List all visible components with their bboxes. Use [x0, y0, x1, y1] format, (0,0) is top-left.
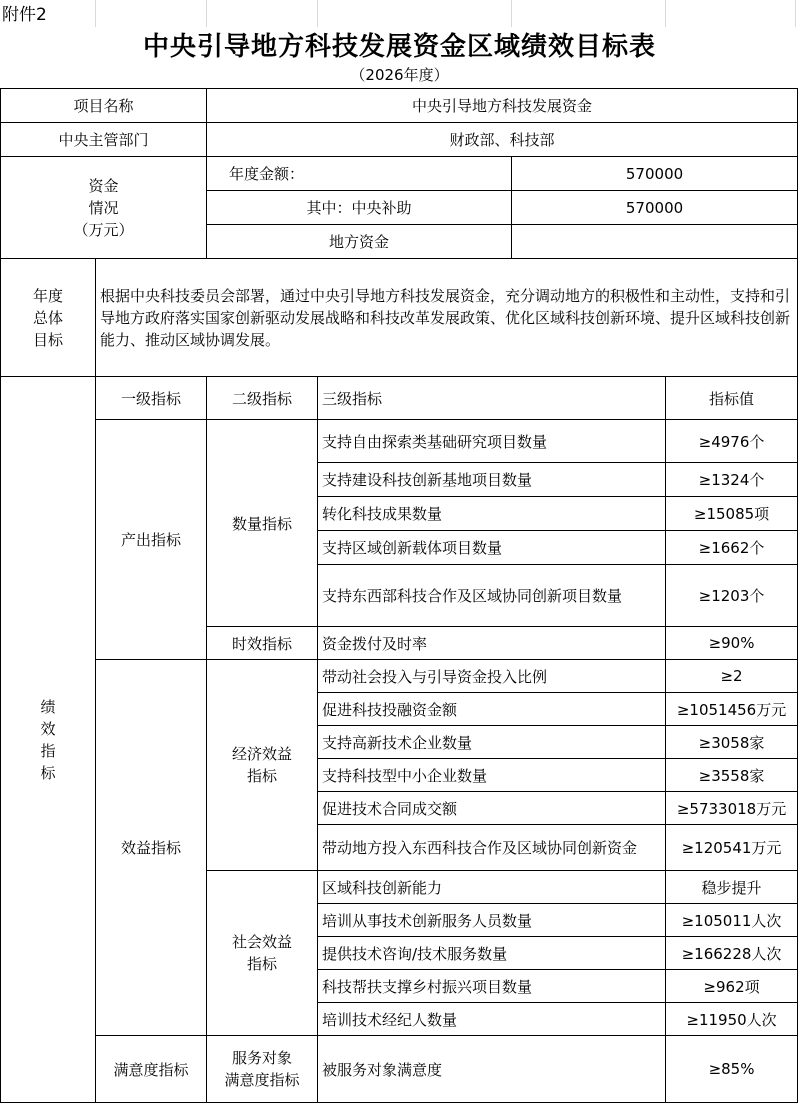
annual-goal-text: 根据中央科技委员会部署，通过中央引导地方科技发展资金，充分调动地方的积极性和主动性，支持和引导地方政府落实国家创新驱动发展战略和科技改革发展政策、优化区域科技创新环境、提升区域科技创新能力、推动区域协调发展。 [96, 259, 798, 377]
indicator-name: 培训从事技术创新服务人员数量 [318, 904, 666, 937]
funds-label-line-1: 资金 [88, 176, 119, 195]
service-satisfaction-label-line-2: 满意度指标 [224, 1071, 300, 1089]
social-benefit-label [207, 871, 318, 1036]
indicator-value: ≥15085项 [666, 497, 798, 531]
performance-target-table [0, 88, 798, 1103]
annual-amount-value: 570000 [512, 157, 798, 191]
performance-indicator-char-2: 效 [40, 719, 56, 738]
attachment-label: 附件2 [0, 0, 60, 30]
economic-benefit-label-line-2: 指标 [247, 767, 278, 785]
indicator-value: ≥11950人次 [666, 1003, 798, 1036]
social-benefit-label-line-1: 社会效益 [232, 933, 293, 951]
header-level1: 一级指标 [96, 377, 207, 420]
performance-indicator-char-1: 绩 [40, 697, 56, 716]
annual-goal-row [1, 259, 798, 377]
indicator-name: 促进技术合同成交额 [318, 792, 666, 825]
performance-indicator-label [1, 377, 96, 1103]
output-indicator-label: 产出指标 [96, 420, 207, 660]
indicator-name: 转化科技成果数量 [318, 497, 666, 531]
indicator-value: 稳步提升 [666, 871, 798, 904]
indicator-name: 带动社会投入与引导资金投入比例 [318, 660, 666, 693]
header-value: 指标值 [666, 377, 798, 420]
funds-row-annual [1, 157, 798, 191]
annual-goal-label-line-3: 目标 [32, 330, 63, 349]
indicator-header-row [1, 377, 798, 420]
funds-label [1, 157, 207, 259]
indicator-value: ≥4976个 [666, 420, 798, 463]
department-row [1, 123, 798, 157]
indicator-name: 支持建设科技创新基地项目数量 [318, 463, 666, 497]
indicator-name: 培训技术经纪人数量 [318, 1003, 666, 1036]
indicator-name: 区域科技创新能力 [318, 871, 666, 904]
document-title: 中央引导地方科技发展资金区域绩效目标表 [0, 27, 799, 67]
economic-benefit-label-line-1: 经济效益 [232, 745, 293, 763]
indicator-value: ≥166228人次 [666, 937, 798, 970]
local-funds-value [512, 225, 798, 259]
indicator-value: ≥2 [666, 660, 798, 693]
indicator-name: 支持自由探索类基础研究项目数量 [318, 420, 666, 463]
indicator-value: ≥90% [666, 627, 798, 660]
satisfaction-indicator-label: 满意度指标 [96, 1036, 207, 1103]
indicator-value: ≥85% [666, 1036, 798, 1103]
project-name-row [1, 89, 798, 123]
performance-indicator-char-4: 标 [40, 763, 56, 782]
quantity-indicator-label: 数量指标 [207, 420, 318, 627]
economic-benefit-label [207, 660, 318, 871]
header-level2: 二级指标 [207, 377, 318, 420]
department-value: 财政部、科技部 [207, 123, 798, 157]
indicator-name: 促进科技投融资金额 [318, 693, 666, 726]
timeliness-indicator-label: 时效指标 [207, 627, 318, 660]
central-subsidy-label: 其中：中央补助 [207, 191, 512, 225]
indicator-name: 提供技术咨询/技术服务数量 [318, 937, 666, 970]
indicator-value: ≥120541万元 [666, 825, 798, 871]
indicator-value: ≥105011人次 [666, 904, 798, 937]
indicator-value: ≥1662个 [666, 531, 798, 565]
department-label: 中央主管部门 [1, 123, 207, 157]
indicator-value: ≥1203个 [666, 565, 798, 627]
indicator-name: 被服务对象满意度 [318, 1036, 666, 1103]
funds-label-line-2: 情况 [88, 198, 119, 217]
project-name-value: 中央引导地方科技发展资金 [207, 89, 798, 123]
indicator-row [1, 1036, 798, 1103]
indicator-value: ≥5733018万元 [666, 792, 798, 825]
indicator-name: 支持东西部科技合作及区域协同创新项目数量 [318, 565, 666, 627]
indicator-value: ≥3058家 [666, 726, 798, 759]
annual-goal-label [1, 259, 96, 377]
header-level3: 三级指标 [318, 377, 666, 420]
indicator-value: ≥962项 [666, 970, 798, 1003]
benefit-indicator-label: 效益指标 [96, 660, 207, 1036]
social-benefit-label-line-2: 指标 [247, 955, 278, 973]
indicator-name: 科技帮扶支撑乡村振兴项目数量 [318, 970, 666, 1003]
funds-label-line-3: （万元） [73, 220, 134, 239]
annual-goal-label-line-2: 总体 [32, 308, 63, 327]
service-satisfaction-label-line-1: 服务对象 [232, 1049, 293, 1067]
annual-goal-label-line-1: 年度 [32, 286, 63, 305]
performance-indicator-char-3: 指 [40, 741, 56, 760]
project-name-label: 项目名称 [1, 89, 207, 123]
local-funds-label: 地方资金 [207, 225, 512, 259]
indicator-name: 支持高新技术企业数量 [318, 726, 666, 759]
indicator-value: ≥1051456万元 [666, 693, 798, 726]
document-year: （2026年度） [0, 64, 799, 86]
indicator-row [1, 420, 798, 463]
central-subsidy-value: 570000 [512, 191, 798, 225]
annual-amount-label: 年度金额： [207, 157, 512, 191]
indicator-value: ≥3558家 [666, 759, 798, 792]
indicator-name: 支持区域创新载体项目数量 [318, 531, 666, 565]
indicator-name: 支持科技型中小企业数量 [318, 759, 666, 792]
indicator-name: 资金拨付及时率 [318, 627, 666, 660]
indicator-value: ≥1324个 [666, 463, 798, 497]
indicator-row [1, 660, 798, 693]
service-satisfaction-label [207, 1036, 318, 1103]
indicator-name: 带动地方投入东西科技合作及区域协同创新资金 [318, 825, 666, 871]
